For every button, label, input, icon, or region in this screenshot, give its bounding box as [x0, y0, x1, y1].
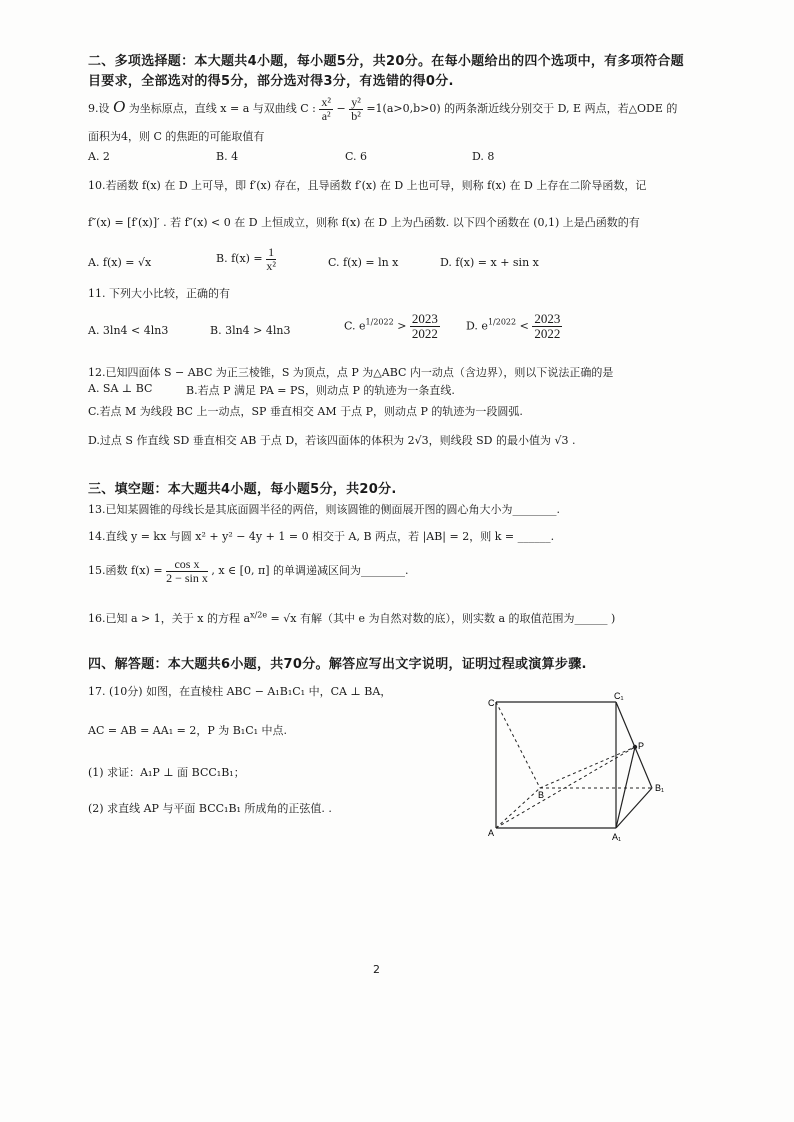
q12-option-c: C.若点 M 为线段 BC 上一动点，SP 垂直相交 AM 于点 P，则动点 P 的轨迹为一段圆弧.	[88, 405, 523, 418]
q9-line1-end: =1(a>0,b>0) 的两条渐近线分别交于 D, E 两点，若△ODE 的	[366, 102, 678, 116]
q15-frac	[166, 558, 208, 584]
label-a1: A₁	[612, 832, 622, 842]
q15-den: 2 − sin x	[166, 570, 208, 585]
q9-minus: −	[336, 102, 346, 116]
q11-option-c	[344, 312, 440, 340]
q14-text: 14.直线 y = kx 与圆 x² + y² − 4y + 1 = 0 相交于 A, B 两点，若 |AB| = 2，则 k = ______.	[88, 530, 555, 543]
label-c1: C₁	[614, 691, 624, 701]
edge-c-b	[496, 702, 540, 788]
q16-line	[88, 610, 615, 626]
section2-heading-line2: 目要求，全部选对的得5分，部分选对得3分，有选错的得0分.	[88, 74, 454, 89]
q11-option-c-num: 2023	[411, 311, 438, 326]
q10-option-b-num: 1	[268, 245, 275, 259]
q17-part1: (1) 求证：A₁P ⊥ 面 BCC₁B₁；	[88, 766, 245, 779]
segment-b-p	[540, 747, 635, 788]
point-p	[633, 745, 637, 749]
q11-option-c-base: C. e	[344, 319, 366, 333]
q9-frac-x-num: x²	[321, 95, 331, 109]
section4-heading: 四、解答题：本大题共6小题，共70分。解答应写出文字说明，证明过程或演算步骤.	[88, 657, 587, 672]
q13-text: 13.已知某圆锥的母线长是其底面圆半径的两倍，则该圆锥的侧面展开图的圆心角大小为________.	[88, 503, 560, 516]
q15-line	[88, 558, 408, 584]
q9-prefix: 9.设	[88, 102, 110, 116]
q11-option-d	[466, 312, 562, 340]
edge-a-b	[496, 788, 540, 828]
q10-option-b	[216, 246, 276, 272]
q9-option-d: D. 8	[472, 150, 495, 163]
q9-frac-x-den: a²	[321, 108, 331, 123]
q9-line1	[88, 96, 677, 122]
q9-option-c: C. 6	[345, 150, 368, 163]
q17-line2: AC = AB = AA₁ = 2，P 为 B₁C₁ 中点.	[88, 724, 288, 737]
q12-line1: 12.已知四面体 S − ABC 为正三棱锥，S 为顶点，点 P 为△ABC 内一动点（含边界），则以下说法正确的是	[88, 366, 614, 379]
q10-option-a: A. f(x) = √x	[88, 256, 152, 269]
q9-origin-symbol: O	[113, 97, 126, 117]
q11-option-d-frac	[532, 312, 562, 340]
q9-frac-x	[319, 96, 333, 122]
q9-line1-mid: 为坐标原点，直线 x = a 与双曲线 C :	[128, 102, 316, 116]
q11-option-c-op: >	[397, 319, 407, 333]
prism-edges	[496, 702, 652, 828]
edge-a1-b1	[616, 788, 652, 828]
q10-option-b-frac	[266, 246, 276, 272]
prism-figure	[478, 690, 678, 850]
q17-part2: (2) 求直线 AP 与平面 BCC₁B₁ 所成角的正弦值. .	[88, 802, 332, 815]
q10-option-b-den: x²	[266, 258, 276, 273]
q9-frac-y-num: y²	[351, 95, 361, 109]
q15-post: , x ∈ [0, π] 的单调递减区间为________.	[211, 564, 409, 578]
q15-num: cos x	[166, 558, 208, 572]
q16-post: = √x 有解（其中 e 为自然对数的底），则实数 a 的取值范围为______ )	[270, 612, 616, 625]
label-c: C	[488, 698, 495, 708]
q12-option-a: A. SA ⊥ BC	[88, 382, 153, 395]
q10-option-b-pre: B. f(x) =	[216, 252, 263, 266]
q11-option-a: A. 3ln4 < 4ln3	[88, 324, 169, 337]
label-p: P	[638, 741, 645, 751]
q15-pre: 15.函数 f(x) =	[88, 564, 163, 578]
q9-option-a: A. 2	[88, 150, 110, 163]
q10-line2: f″(x) = [f′(x)]′ . 若 f″(x) < 0 在 D 上恒成立，则称 f(x) 在 D 上为凸函数. 以下四个函数在 (0,1) 上是凸函数的有	[88, 216, 640, 229]
q16-pre: 16.已知 a > 1，关于 x 的方程 a	[88, 612, 251, 625]
q12-option-b: B.若点 P 满足 PA = PS，则动点 P 的轨迹为一条直线.	[186, 384, 455, 397]
q16-exp: x/2e	[250, 610, 268, 620]
page-number: 2	[373, 963, 380, 976]
q11-option-d-exp: 1/2022	[487, 317, 517, 327]
label-b: B	[538, 790, 545, 800]
q10-option-d: D. f(x) = x + sin x	[440, 256, 539, 269]
q9-frac-y-den: b²	[351, 108, 361, 123]
q10-line1: 10.若函数 f(x) 在 D 上可导，即 f′(x) 存在，且导函数 f′(x) 在 D 上也可导，则称 f(x) 在 D 上存在二阶导函数，记	[88, 179, 647, 192]
label-a: A	[488, 828, 495, 838]
q10-option-c: C. f(x) = ln x	[328, 256, 399, 269]
q11-stem: 11. 下列大小比较，正确的有	[88, 287, 230, 300]
q11-option-d-base: D. e	[466, 319, 488, 333]
section3-heading: 三、填空题：本大题共4小题，每小题5分，共20分.	[88, 482, 397, 497]
q11-option-c-den: 2022	[411, 325, 438, 341]
q11-option-d-op: <	[519, 319, 529, 333]
q11-option-d-num: 2023	[534, 311, 561, 326]
q9-option-b: B. 4	[216, 150, 239, 163]
edge-c1-b1	[616, 702, 652, 788]
q11-option-d-den: 2022	[534, 325, 561, 341]
prism-hidden-edges	[496, 702, 652, 828]
q17-line1: 17. (10分) 如图，在直棱柱 ABC − A₁B₁C₁ 中，CA ⊥ BA，	[88, 685, 392, 698]
label-b1: B₁	[655, 783, 665, 793]
q9-line2: 面积为4，则 C 的焦距的可能取值有	[88, 130, 265, 143]
q11-option-c-exp: 1/2022	[365, 317, 394, 327]
q11-option-c-frac	[410, 312, 440, 340]
section2-heading-line1: 二、多项选择题：本大题共4小题，每小题5分，共20分。在每小题给出的四个选项中，有多项符合题	[88, 54, 684, 69]
q11-option-b: B. 3ln4 > 4ln3	[210, 324, 291, 337]
q12-option-d: D.过点 S 作直线 SD 垂直相交 AB 于点 D，若该四面体的体积为 2√3，则线段 SD 的最小值为 √3 .	[88, 434, 576, 447]
q9-frac-y	[349, 96, 363, 122]
